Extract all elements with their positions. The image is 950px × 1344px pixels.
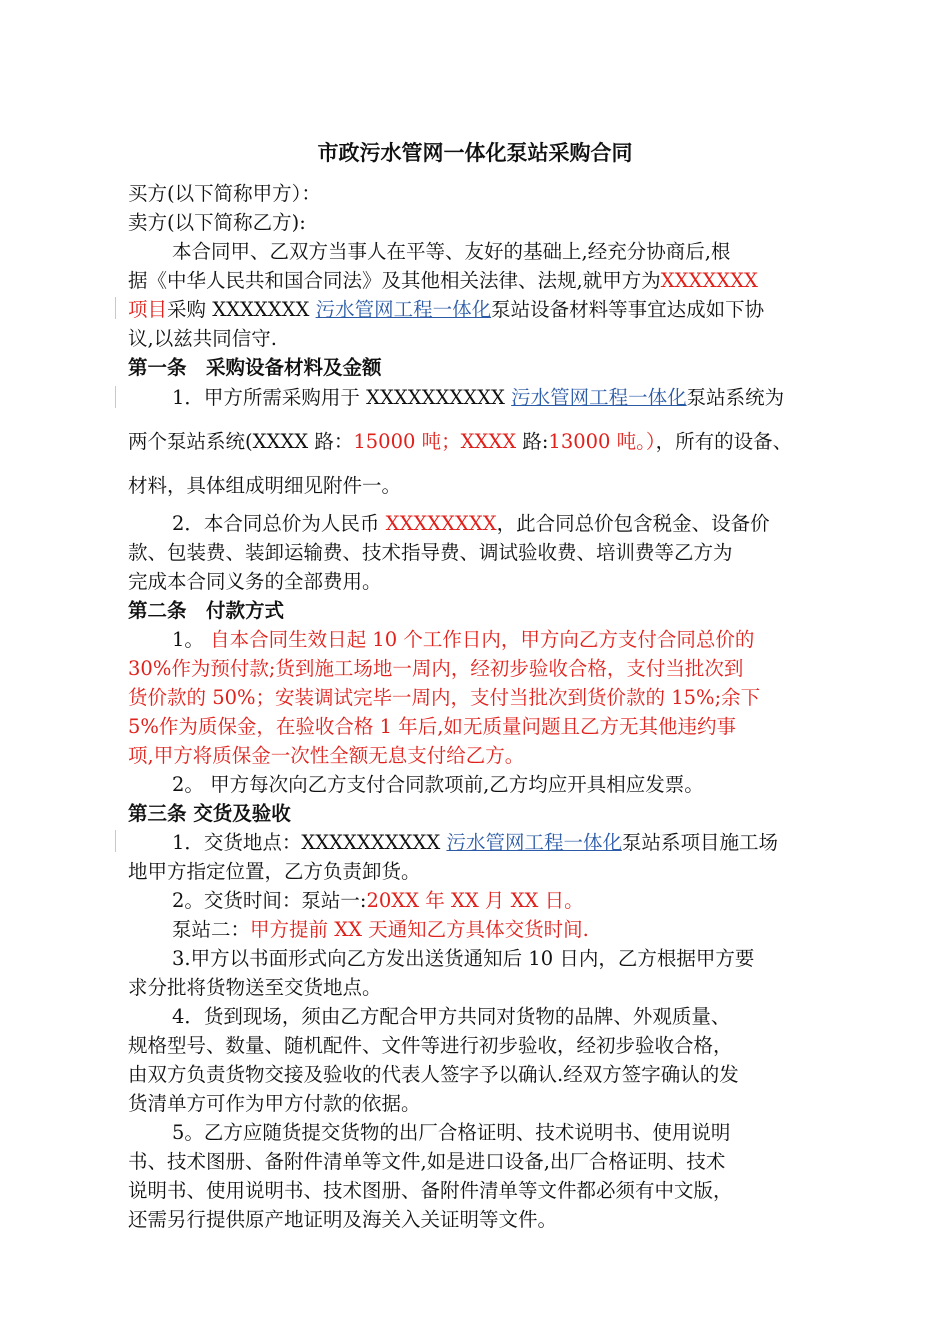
- art3-line-11: 5。乙方应随货提交货物的出厂合格证明、技术说明书、使用说明: [172, 1121, 731, 1144]
- intro-line-3: 项目采购 XXXXXXX 污水管网工程一体化泵站设备材料等事宜达成如下协: [128, 298, 765, 321]
- art3-line-8: 规格型号、数量、随机配件、文件等进行初步验收，经初步验收合格，: [128, 1034, 733, 1057]
- art3-line-1: 1．交货地点：XXXXXXXXXX 污水管网工程一体化泵站系项目施工场: [172, 831, 778, 854]
- revision-mark: [115, 830, 116, 852]
- buyer-line: 买方(以下简称甲方）：: [128, 182, 321, 205]
- article-2-heading: 第二条 付款方式: [128, 599, 285, 622]
- art2-line-6: 2。 甲方每次向乙方支付合同款项前,乙方均应开具相应发票。: [172, 773, 704, 796]
- seller-line: 卖方(以下简称乙方):: [128, 211, 306, 234]
- document-title: 市政污水管网一体化泵站采购合同: [317, 141, 633, 165]
- article-3-heading: 第三条 交货及验收: [128, 802, 291, 825]
- art3-line-6: 求分批将货物送至交货地点。: [128, 976, 382, 999]
- art3-line-7: 4．货到现场，须由乙方配合甲方共同对货物的品牌、外观质量、: [172, 1005, 731, 1028]
- revision-mark: [115, 297, 116, 319]
- art2-line-5: 项,甲方将质保金一次性全额无息支付给乙方。: [128, 744, 525, 767]
- art3-line-2: 地甲方指定位置，乙方负责卸货。: [128, 860, 421, 883]
- art2-line-3: 货价款的 50%；安装调试完毕一周内，支付当批次到货价款的 15%;余下: [128, 686, 761, 709]
- intro-line-1: 本合同甲、乙双方当事人在平等、友好的基础上,经充分协商后,根: [172, 240, 731, 263]
- art3-line-12: 书、技术图册、备附件清单等文件,如是进口设备,出厂合格证明、技术: [128, 1150, 726, 1173]
- art1-line-5: 款、包装费、装卸运输费、技术指导费、调试验收费、培训费等乙方为: [128, 541, 733, 564]
- art3-line-4: 泵站二：甲方提前 XX 天通知乙方具体交货时间.: [172, 918, 589, 941]
- art3-line-9: 由双方负责货物交接及验收的代表人签字予以确认.经双方签字确认的发: [128, 1063, 739, 1086]
- intro-line-2: 据《中华人民共和国合同法》及其他相关法律、法规,就甲方为XXXXXXX: [128, 269, 758, 292]
- art1-line-2: 两个泵站系统(XXXX 路：15000 吨；XXXX 路:13000 吨。），所有的设备、: [128, 430, 793, 453]
- art1-line-1: 1．甲方所需采购用于 XXXXXXXXXX 污水管网工程一体化泵站系统为: [172, 386, 785, 409]
- art3-line-10: 货清单方可作为甲方付款的依据。: [128, 1092, 421, 1115]
- project-link[interactable]: 污水管网工程一体化: [315, 298, 492, 321]
- revision-mark: [115, 386, 116, 408]
- art1-line-3: 材料，具体组成明细见附件一。: [128, 474, 402, 497]
- project-link[interactable]: 污水管网工程一体化: [446, 831, 622, 854]
- art2-line-1: 1。 自本合同生效日起 10 个工作日内，甲方向乙方支付合同总价的: [172, 628, 755, 651]
- art3-line-14: 还需另行提供原产地证明及海关入关证明等文件。: [128, 1208, 558, 1231]
- art3-line-3: 2。交货时间：泵站一:20XX 年 XX 月 XX 日。: [172, 889, 584, 912]
- total-price-placeholder: XXXXXXXX: [385, 512, 497, 535]
- art1-line-4: 2．本合同总价为人民币 XXXXXXXX，此合同总价包含税金、设备价: [172, 512, 770, 535]
- art2-line-2: 30%作为预付款;货到施工场地一周内，经初步验收合格，支付当批次到: [128, 657, 744, 680]
- intro-line-4: 议,以兹共同信守.: [128, 327, 277, 350]
- art2-line-4: 5%作为质保金，在验收合格 1 年后,如无质量问题且乙方无其他违约事: [128, 715, 736, 738]
- project-placeholder: XXXXXXX: [660, 269, 758, 292]
- article-1-heading: 第一条 采购设备材料及金额: [128, 356, 382, 379]
- art1-line-6: 完成本合同义务的全部费用。: [128, 570, 382, 593]
- project-link[interactable]: 污水管网工程一体化: [511, 386, 687, 409]
- art3-line-13: 说明书、使用说明书、技术图册、备附件清单等文件都必须有中文版，: [128, 1179, 733, 1202]
- art3-line-5: 3.甲方以书面形式向乙方发出送货通知后 10 日内，乙方根据甲方要: [172, 947, 755, 970]
